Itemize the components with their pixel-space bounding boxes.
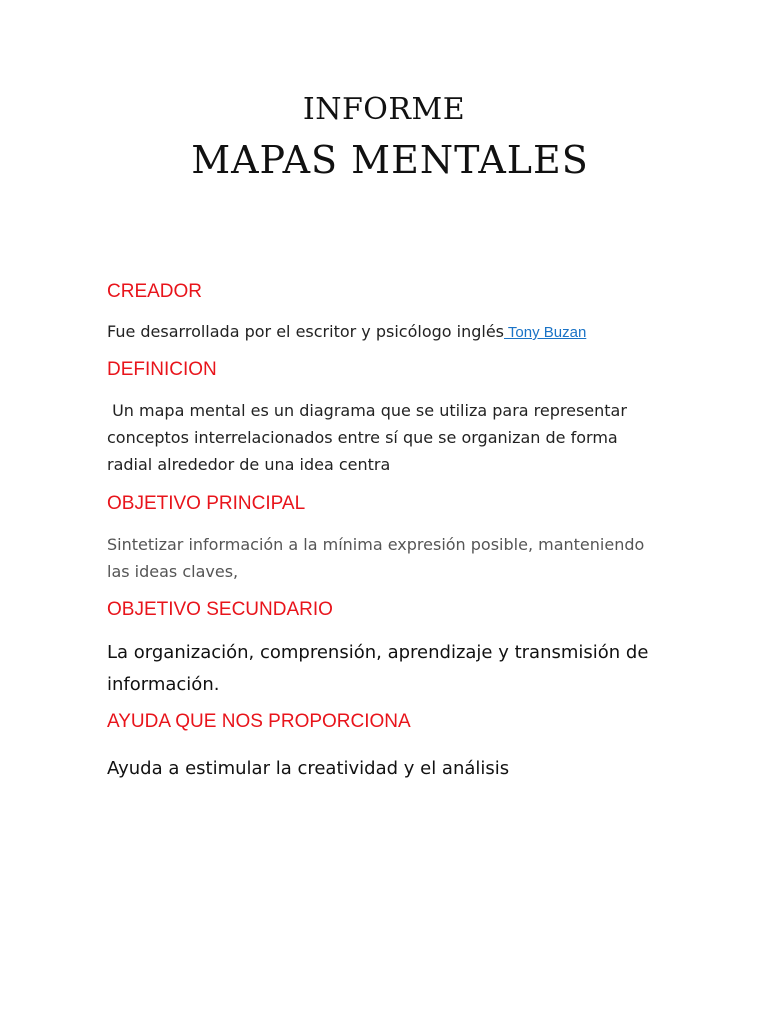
objetivo-secundario-line: información.	[107, 674, 220, 695]
definicion-line: Un mapa mental es un diagrama que se utiliza para representar	[107, 401, 627, 420]
objetivo-principal-line: las ideas claves,	[107, 562, 239, 581]
section-text-definicion	[107, 397, 667, 478]
section-heading-ayuda: AYUDA QUE NOS PROPORCIONA	[107, 711, 411, 732]
section-heading-objetivo-principal: OBJETIVO PRINCIPAL	[107, 493, 306, 514]
document-title: INFORME	[302, 92, 466, 127]
section-heading-definicion: DEFINICION	[107, 359, 217, 380]
section-text-objetivo-principal	[107, 531, 667, 585]
section-text-ayuda: Ayuda a estimular la creatividad y el análisis	[107, 758, 510, 779]
section-heading-objetivo-secundario: OBJETIVO SECUNDARIO	[107, 599, 333, 620]
creador-text: Fue desarrollada por el escritor y psicólogo inglés	[107, 322, 505, 341]
section-text-creador	[107, 318, 667, 346]
document-subtitle: MAPAS MENTALES	[191, 138, 589, 182]
section-heading-creador: CREADOR	[107, 281, 203, 302]
tony-buzan-link[interactable]: Tony Buzan	[504, 324, 587, 341]
section-text-objetivo-secundario	[107, 637, 667, 701]
definicion-line: radial alrededor de una idea centra	[107, 455, 391, 474]
objetivo-secundario-line: La organización, comprensión, aprendizaje y transmisión de	[107, 642, 649, 663]
objetivo-principal-line: Sintetizar información a la mínima expresión posible, manteniendo	[107, 535, 645, 554]
definicion-line: conceptos interrelacionados entre sí que se organizan de forma	[107, 428, 618, 447]
